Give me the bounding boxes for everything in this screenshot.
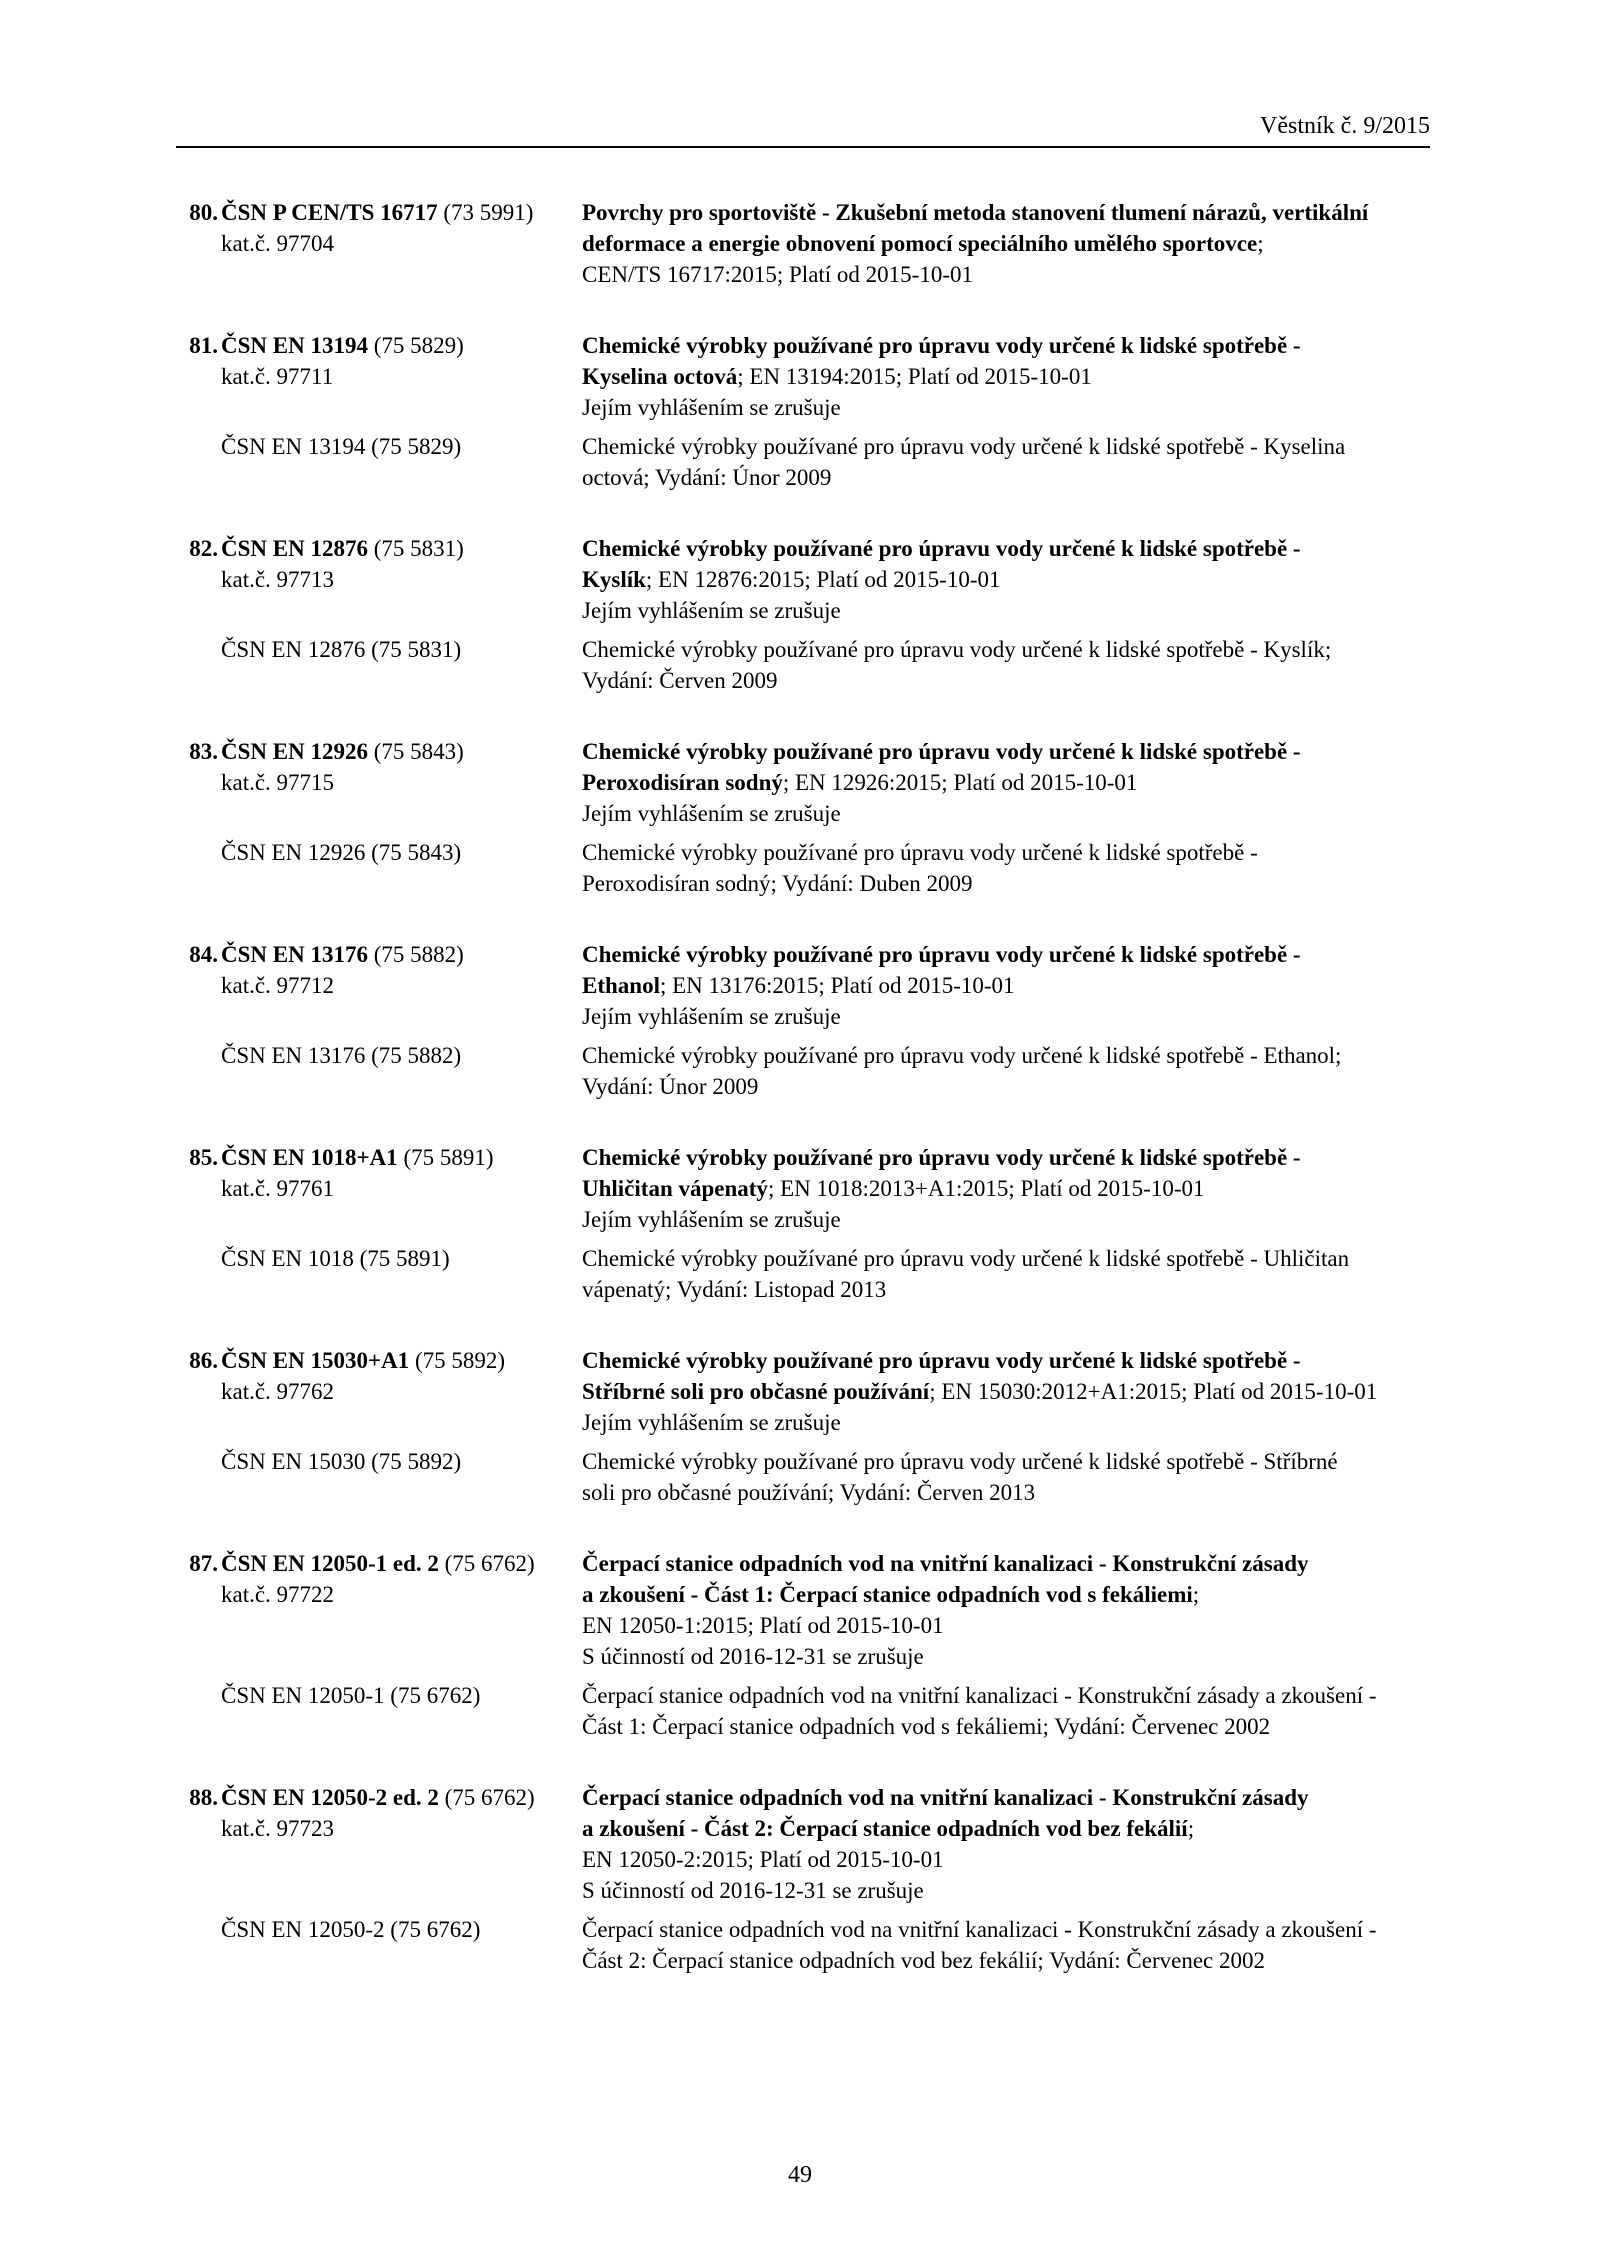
- entry-identifier: [176, 533, 582, 626]
- standard-detail: EN 12050-1:2015; Platí od 2015-10-01: [582, 1613, 944, 1638]
- entry-identifier: [176, 1345, 582, 1438]
- entry-code-wrap: [221, 330, 464, 361]
- bulletin-header: Věstník č. 9/2015: [1260, 113, 1430, 139]
- entry-number: 80.: [189, 200, 218, 225]
- replaced-description: [582, 1680, 1430, 1742]
- replaced-standard-row: [176, 1243, 1430, 1305]
- header-divider: [176, 146, 1430, 148]
- replaced-title-line1: Chemické výrobky používané pro úpravu vody určené k lidské spotřebě - Kyselina: [582, 434, 1346, 459]
- standard-title-rest: ; EN 12926:2015; Platí od 2015-10-01: [782, 770, 1138, 795]
- standard-title-bold: Peroxodisíran sodný: [582, 770, 783, 795]
- replaced-description: [582, 431, 1430, 493]
- standard-title-rest: ; EN 13194:2015; Platí od 2015-10-01: [737, 364, 1092, 389]
- entry-code-line: [176, 736, 582, 767]
- replaced-code: ČSN EN 12050-1 (75 6762): [221, 1683, 481, 1708]
- classification-code: (75 6762): [444, 1551, 535, 1576]
- replaced-title-line1: Chemické výrobky používané pro úpravu vody určené k lidské spotřebě - Ethanol;: [582, 1043, 1342, 1068]
- standard-code: ČSN EN 12876: [221, 536, 368, 561]
- entry-main-row: [176, 736, 1430, 829]
- replaced-identifier: [176, 1914, 582, 1976]
- standard-title-line2: [582, 767, 1430, 798]
- standard-title-line2: [582, 1376, 1430, 1407]
- catalog-number: kat.č. 97711: [221, 364, 334, 389]
- entry-code-wrap: [221, 939, 464, 970]
- standard-code: ČSN EN 13176: [221, 942, 368, 967]
- entry-identifier: [176, 736, 582, 829]
- entry-code-line: [176, 1548, 582, 1579]
- page-number: 49: [788, 2162, 812, 2188]
- standard-entry: [176, 330, 1430, 493]
- entry-identifier: [176, 1142, 582, 1235]
- standard-title-rest: ; EN 1018:2013+A1:2015; Platí od 2015-10-01: [767, 1176, 1205, 1201]
- replaced-code: ČSN EN 12926 (75 5843): [221, 840, 462, 865]
- standard-title-bold: a zkoušení - Část 2: Čerpací stanice odpadních vod bez fekálií: [582, 1816, 1188, 1841]
- catalog-number: kat.č. 97722: [221, 1582, 335, 1607]
- standard-entry: [176, 1345, 1430, 1508]
- replacement-note: S účinností od 2016-12-31 se zrušuje: [582, 1644, 924, 1669]
- entry-number: 84.: [189, 942, 218, 967]
- entry-main-row: [176, 533, 1430, 626]
- replaced-title-line2: Část 1: Čerpací stanice odpadních vod s fekáliemi; Vydání: Červenec 2002: [582, 1714, 1271, 1739]
- standard-title-line2: [582, 970, 1430, 1001]
- standard-title-line2: [582, 1173, 1430, 1204]
- standard-code: ČSN EN 1018+A1: [221, 1145, 398, 1170]
- entry-code-line: [176, 1345, 582, 1376]
- standard-title-bold: Ethanol: [582, 973, 660, 998]
- entry-number: 85.: [189, 1145, 218, 1170]
- classification-code: (75 5831): [373, 536, 464, 561]
- entry-code-line: [176, 197, 582, 228]
- replaced-standard-row: [176, 1914, 1430, 1976]
- replaced-description: [582, 1914, 1430, 1976]
- replacement-note: Jejím vyhlášením se zrušuje: [582, 598, 841, 623]
- standard-title-line2: [582, 1813, 1430, 1844]
- replaced-standard-row: [176, 634, 1430, 696]
- entry-code-line: [176, 330, 582, 361]
- standard-title-bold: Kyselina octová: [582, 364, 738, 389]
- replaced-title-line1: Čerpací stanice odpadních vod na vnitřní kanalizaci - Konstrukční zásady a zkoušení -: [582, 1683, 1377, 1708]
- replacement-note: Jejím vyhlášením se zrušuje: [582, 1004, 841, 1029]
- standard-title-line1: Chemické výrobky používané pro úpravu vody určené k lidské spotřebě -: [582, 1145, 1301, 1170]
- entry-identifier: [176, 939, 582, 1032]
- standard-title-line2: [582, 564, 1430, 595]
- entry-code-wrap: [221, 197, 533, 228]
- replaced-standard-row: [176, 1680, 1430, 1742]
- standard-title-line1: Chemické výrobky používané pro úpravu vody určené k lidské spotřebě -: [582, 739, 1301, 764]
- standard-title-line1: Povrchy pro sportoviště - Zkušební metoda stanovení tlumení nárazů, vertikální: [582, 200, 1369, 225]
- replaced-code: ČSN EN 13176 (75 5882): [221, 1043, 462, 1068]
- classification-code: (75 6762): [444, 1785, 535, 1810]
- standard-code: ČSN EN 12926: [221, 739, 368, 764]
- standard-entry: [176, 1548, 1430, 1742]
- replacement-note: Jejím vyhlášením se zrušuje: [582, 395, 841, 420]
- standard-title-rest: ;: [1187, 1816, 1195, 1841]
- entry-code-wrap: [221, 736, 464, 767]
- replaced-title-line2: soli pro občasné používání; Vydání: Červen 2013: [582, 1480, 1036, 1505]
- entry-description: [582, 1345, 1430, 1438]
- replaced-title-line1: Chemické výrobky používané pro úpravu vody určené k lidské spotřebě - Uhličitan: [582, 1246, 1350, 1271]
- entry-number: 83.: [189, 739, 218, 764]
- standard-title-rest: ; EN 13176:2015; Platí od 2015-10-01: [659, 973, 1015, 998]
- classification-code: (75 5892): [414, 1348, 506, 1373]
- replacement-note: Jejím vyhlášením se zrušuje: [582, 1207, 841, 1232]
- replaced-title-line2: Vydání: Únor 2009: [582, 1074, 759, 1099]
- replaced-identifier: [176, 1243, 582, 1305]
- catalog-number: kat.č. 97723: [221, 1816, 335, 1841]
- entry-code-wrap: [221, 533, 464, 564]
- entry-code-line: [176, 939, 582, 970]
- replacement-note: Jejím vyhlášením se zrušuje: [582, 1410, 841, 1435]
- replaced-title-line1: Chemické výrobky používané pro úpravu vody určené k lidské spotřebě - Kyslík;: [582, 637, 1332, 662]
- entry-identifier: [176, 197, 582, 290]
- standard-title-line1: Chemické výrobky používané pro úpravu vody určené k lidské spotřebě -: [582, 942, 1301, 967]
- entry-main-row: [176, 330, 1430, 423]
- classification-code: (75 5843): [373, 739, 464, 764]
- standard-detail: EN 12050-2:2015; Platí od 2015-10-01: [582, 1847, 944, 1872]
- standard-title-rest: ; EN 12876:2015; Platí od 2015-10-01: [645, 567, 1001, 592]
- replaced-identifier: [176, 1446, 582, 1508]
- replaced-standard-row: [176, 431, 1430, 493]
- entry-description: [582, 1142, 1430, 1235]
- entry-description: [582, 1548, 1430, 1672]
- standard-title-bold: a zkoušení - Část 1: Čerpací stanice odpadních vod s fekáliemi: [582, 1582, 1193, 1607]
- standard-entry: [176, 533, 1430, 696]
- replaced-title-line1: Čerpací stanice odpadních vod na vnitřní kanalizaci - Konstrukční zásady a zkoušení -: [582, 1917, 1377, 1942]
- standard-title-bold: Kyslík: [582, 567, 646, 592]
- entry-identifier: [176, 1548, 582, 1672]
- standard-title-rest: ;: [1257, 231, 1264, 256]
- standard-entry: [176, 1142, 1430, 1305]
- catalog-number: kat.č. 97715: [221, 770, 335, 795]
- catalog-number: kat.č. 97712: [221, 973, 335, 998]
- entry-description: [582, 939, 1430, 1032]
- standard-code: ČSN EN 13194: [221, 333, 368, 358]
- replaced-identifier: [176, 1040, 582, 1102]
- replaced-code: ČSN EN 12050-2 (75 6762): [221, 1917, 481, 1942]
- replaced-identifier: [176, 837, 582, 899]
- standard-title-line2: [582, 1579, 1430, 1610]
- entry-description: [582, 197, 1430, 290]
- catalog-number: kat.č. 97761: [221, 1176, 335, 1201]
- replaced-standard-row: [176, 837, 1430, 899]
- replaced-identifier: [176, 634, 582, 696]
- replaced-description: [582, 1243, 1430, 1305]
- entry-main-row: [176, 1548, 1430, 1672]
- entry-description: [582, 1782, 1430, 1906]
- replaced-identifier: [176, 431, 582, 493]
- entry-code-line: [176, 1782, 582, 1813]
- replaced-standard-row: [176, 1040, 1430, 1102]
- entry-main-row: [176, 197, 1430, 290]
- replaced-title-line2: octová; Vydání: Únor 2009: [582, 465, 832, 490]
- standard-title-bold: Uhličitan vápenatý: [582, 1176, 768, 1201]
- standard-title-line1: Chemické výrobky používané pro úpravu vody určené k lidské spotřebě -: [582, 1348, 1301, 1373]
- replaced-code: ČSN EN 12876 (75 5831): [221, 637, 462, 662]
- entry-code-line: [176, 1142, 582, 1173]
- entry-main-row: [176, 1345, 1430, 1438]
- standard-entry: [176, 197, 1430, 290]
- entry-description: [582, 330, 1430, 423]
- replaced-standard-row: [176, 1446, 1430, 1508]
- catalog-number: kat.č. 97713: [221, 567, 335, 592]
- entry-code-wrap: [221, 1548, 535, 1579]
- replaced-identifier: [176, 1680, 582, 1742]
- entry-main-row: [176, 1142, 1430, 1235]
- replaced-title-line2: Vydání: Červen 2009: [582, 668, 778, 693]
- catalog-number: kat.č. 97762: [221, 1379, 335, 1404]
- standard-code: ČSN EN 12050-2 ed. 2: [221, 1785, 439, 1810]
- entry-code-line: [176, 533, 582, 564]
- standard-title-bold: deformace a energie obnovení pomocí speciálního umělého sportovce: [582, 231, 1258, 256]
- entry-number: 87.: [189, 1551, 218, 1576]
- entry-description: [582, 533, 1430, 626]
- replaced-title-line2: Část 2: Čerpací stanice odpadních vod bez fekálií; Vydání: Červenec 2002: [582, 1948, 1265, 1973]
- replacement-note: Jejím vyhlášením se zrušuje: [582, 801, 841, 826]
- standard-entry: [176, 736, 1430, 899]
- standard-entry: [176, 939, 1430, 1102]
- replaced-code: ČSN EN 15030 (75 5892): [221, 1449, 462, 1474]
- standard-title-rest: ; EN 15030:2012+A1:2015; Platí od 2015-10-01: [929, 1379, 1378, 1404]
- entry-code-wrap: [221, 1782, 535, 1813]
- entry-number: 82.: [189, 536, 218, 561]
- entry-code-wrap: [221, 1142, 494, 1173]
- entry-identifier: [176, 1782, 582, 1906]
- standard-detail: CEN/TS 16717:2015; Platí od 2015-10-01: [582, 262, 973, 287]
- entry-number: 81.: [189, 333, 218, 358]
- standard-code: ČSN EN 15030+A1: [221, 1348, 410, 1373]
- entry-main-row: [176, 1782, 1430, 1906]
- classification-code: (75 5882): [373, 942, 464, 967]
- classification-code: (75 5829): [373, 333, 464, 358]
- replaced-code: ČSN EN 13194 (75 5829): [221, 434, 462, 459]
- standard-title-line1: Čerpací stanice odpadních vod na vnitřní kanalizaci - Konstrukční zásady: [582, 1785, 1309, 1810]
- entry-description: [582, 736, 1430, 829]
- standard-title-bold: Stříbrné soli pro občasné používání: [582, 1379, 930, 1404]
- replaced-description: [582, 1446, 1430, 1508]
- entry-main-row: [176, 939, 1430, 1032]
- replaced-description: [582, 634, 1430, 696]
- replaced-code: ČSN EN 1018 (75 5891): [221, 1246, 450, 1271]
- standard-code: ČSN EN 12050-1 ed. 2: [221, 1551, 439, 1576]
- entry-code-wrap: [221, 1345, 505, 1376]
- standard-title-line1: Čerpací stanice odpadních vod na vnitřní kanalizaci - Konstrukční zásady: [582, 1551, 1309, 1576]
- replaced-title-line1: Chemické výrobky používané pro úpravu vody určené k lidské spotřebě -: [582, 840, 1258, 865]
- standards-list: [176, 197, 1430, 2016]
- catalog-number: kat.č. 97704: [221, 231, 335, 256]
- replacement-note: S účinností od 2016-12-31 se zrušuje: [582, 1878, 924, 1903]
- classification-code: (75 5891): [403, 1145, 494, 1170]
- entry-identifier: [176, 330, 582, 423]
- standard-entry: [176, 1782, 1430, 1976]
- standard-title-line1: Chemické výrobky používané pro úpravu vody určené k lidské spotřebě -: [582, 333, 1301, 358]
- entry-number: 86.: [189, 1348, 218, 1373]
- replaced-title-line2: vápenatý; Vydání: Listopad 2013: [582, 1277, 887, 1302]
- replaced-description: [582, 837, 1430, 899]
- standard-title-line2: [582, 228, 1430, 259]
- standard-code: ČSN P CEN/TS 16717: [221, 200, 438, 225]
- replaced-description: [582, 1040, 1430, 1102]
- standard-title-rest: ;: [1192, 1582, 1200, 1607]
- replaced-title-line2: Peroxodisíran sodný; Vydání: Duben 2009: [582, 871, 973, 896]
- standard-title-line1: Chemické výrobky používané pro úpravu vody určené k lidské spotřebě -: [582, 536, 1301, 561]
- standard-title-line2: [582, 361, 1430, 392]
- classification-code: (73 5991): [443, 200, 534, 225]
- entry-number: 88.: [189, 1785, 218, 1810]
- replaced-title-line1: Chemické výrobky používané pro úpravu vody určené k lidské spotřebě - Stříbrné: [582, 1449, 1338, 1474]
